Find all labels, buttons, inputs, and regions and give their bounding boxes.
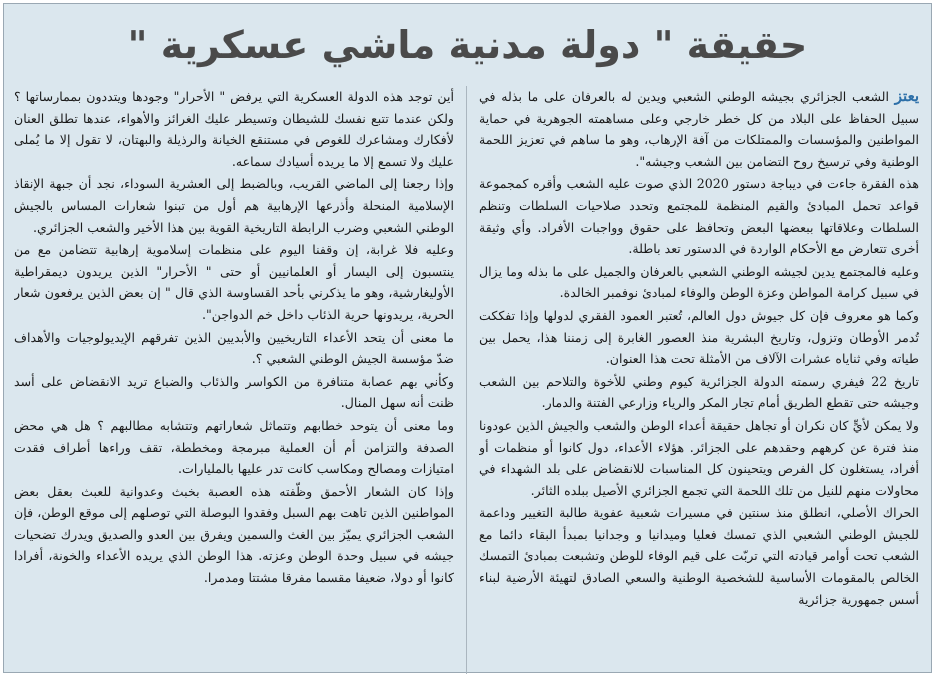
paragraph: وإذا رجعنا إلى الماضي القريب، وبالضبط إلى العشرية السوداء، نجد أن جبهة الإنقاذ الإسلامية المنحلة وأذرعها الإرهابية هم أول من تبنوا شعارات المساس بالجيش الوطني الشعبي وضرب الرابطة التاريخية القوية بين هذا الأخير والشعب الجزائري. (14, 176, 454, 235)
left-column (14, 86, 454, 674)
paragraph: تاريخ 22 فيفري رسمته الدولة الجزائرية كيوم وطني للأخوة والتلاحم بين الشعب وجيشه حتى تقطع الطريق أمام تجار المكر والرياء وزارعي الفتنة والدمار. (479, 373, 919, 411)
paragraph: الحراك الأصلي، انطلق منذ سنتين في مسيرات شعبية عفوية طالبة التغيير وداعمة للجيش الوطني الشعبي الذي تمسك فعليا وميدانيا و وجدانيا بمبدأ البقاء دائما مع الشعب تحت أوامر قيادته التي تربّت على قيم الوفاء للوطن وتشبعت بمبادئ التمسك الخالص بالمقومات الأساسية للشخصية الوطنية والسعي الصادق لتهيئة الأرضية لبناء أسس جمهورية جزائرية (479, 505, 919, 607)
paragraph: وعليه فلا غرابة، إن وقفنا اليوم على منظمات إسلاموية إرهابية تتضامن مع من ينتسبون إلى اليسار أو العلمانيين أو حتى " الأحرار" الذين يريدون ديمقراطية الأوليغارشية، وهو ما يذكرني بأحد القساوسة الذي قال " إن بعض الذين يرفعون شعار الحرية، يريدونها حرية الذئاب داخل خم الدواجن". (14, 242, 454, 322)
paragraph: وإذا كان الشعار الأحمق وظّفته هذه العصبة بخبث وعدوانية للعبث بعقل بعض المواطنين الذين تاهت بهم السبل وفقدوا البوصلة التي توصلهم إلى موقع الوطن، فإن الشعب الجزائري يميّز بين الغث والسمين ويفرق بين العدو والصديق ويدرك تضحيات جيشه في سبيل وحدة الوطن وعزته. هذا الوطن الذي يريده الأعداء والخونة، أفرادا كانوا أو دولا، ضعيفا مقسما مفرقا مشتتا ومدمرا. (14, 483, 454, 586)
paragraph: وما معنى أن يتوحد خطابهم وتتماثل شعاراتهم وتتشابه مطالبهم ؟ هل هي محض الصدفة والتزامن أم أن العملية مبرمجة ومخططة، تقف وراءها أطراف فقدت امتيازات ومصالح ومكاسب كانت تدر عليها بالمليارات. (14, 417, 454, 477)
paragraph: أين توجد هذه الدولة العسكرية التي يرفض " الأحرار" وجودها ويتددون بممارساتها ؟ ولكن عندما تتبع نفسك للشيطان وتسيطر عليك الغرائز والأهواء، عندها تطلق العنان لأفكارك ومشاعرك للغوص في مستنقع الخيانة والرذيلة والبهتان، لا تقول إلا ما يُملى عليك ولا تسمع إلا ما يريده أسيادك سماعه. (14, 89, 454, 169)
column-divider (466, 86, 467, 674)
article-columns (14, 86, 919, 674)
paragraph: هذه الفقرة جاءت في ديباجة دستور 2020 الذي صوت عليه الشعب وأقره كمجموعة قواعد تحمل المبادئ والقيم المنظمة للمجتمع وتحدد صلاحيات السلطات وتنظم السلطات وعلاقاتها ببعضها البعض وتحافظ على حقوق وواجبات الأفراد. وأي وثيقة أخرى تتعارض مع الأحكام الواردة في الدستور تعد باطلة. (479, 176, 919, 257)
lead-word: يعتز (894, 87, 919, 105)
article-box (3, 3, 932, 673)
paragraph: وعليه فالمجتمع يدين لجيشه الوطني الشعبي بالعرفان والجميل على ما بذله وما يزال في سبيل كرامة المواطن وعزة الوطن والوفاء لمبادئ نوفمبر الخالدة. (479, 263, 919, 301)
right-column (479, 86, 919, 674)
paragraph-text: الشعب الجزائري بجيشه الوطني الشعبي ويدين له بالعرفان على ما بذله في سبيل الحفاظ على البلاد من كل خطر خارجي وعلى مساهمته الجوهرية في حماية المواطنين والمؤسسات والممتلكات من آفة الإرهاب، وهو ما ساهم في تعزيز اللحمة الوطنية وفي ترسيخ روح التضامن بين الشعب وجيشه". (479, 89, 919, 169)
paragraph (479, 86, 919, 172)
paragraph: وكأني بهم عصابة متنافرة من الكواسر والذئاب والضباع تريد الانقضاض على أسد ظنت أنه سهل المنال. (14, 373, 454, 411)
paragraph: ما معنى أن يتحد الأعداء التاريخيين والأبديين الذين تفرقهم الإيديولوجيات والأهداف ضدّ مؤسسة الجيش الوطني الشعبي ؟. (14, 329, 454, 367)
paragraph: ولا يمكن لأيٍّ كان نكران أو تجاهل حقيقة أعداء الوطن والشعب والجيش الذين عودونا منذ فترة عن كرههم وحقدهم على الجزائر. هؤلاء الأعداء، دول كانوا أو منظمات أو أفراد، يستغلون كل الفرص ويتحينون كل المناسبات للانقضاض على بلد الشهداء في محاولات منهم للنيل من تلك اللحمة التي تجمع الجزائري الأصيل ببلده الثائر. (479, 417, 919, 498)
paragraph: وكما هو معروف فإن كل جيوش دول العالم، تُعتبر العمود الفقري لدولها وإذا تفككت تُدمر الأوطان وتزول، وتاريخ البشرية منذ العصور الغابرة إلى زمننا هذا، يحمل بين طياته وفي ثناياه عشرات الآلاف من الأمثلة تحت هذا العنوان. (479, 307, 919, 367)
article-title: حقيقة " دولة مدنية ماشي عسكرية " (127, 23, 808, 67)
